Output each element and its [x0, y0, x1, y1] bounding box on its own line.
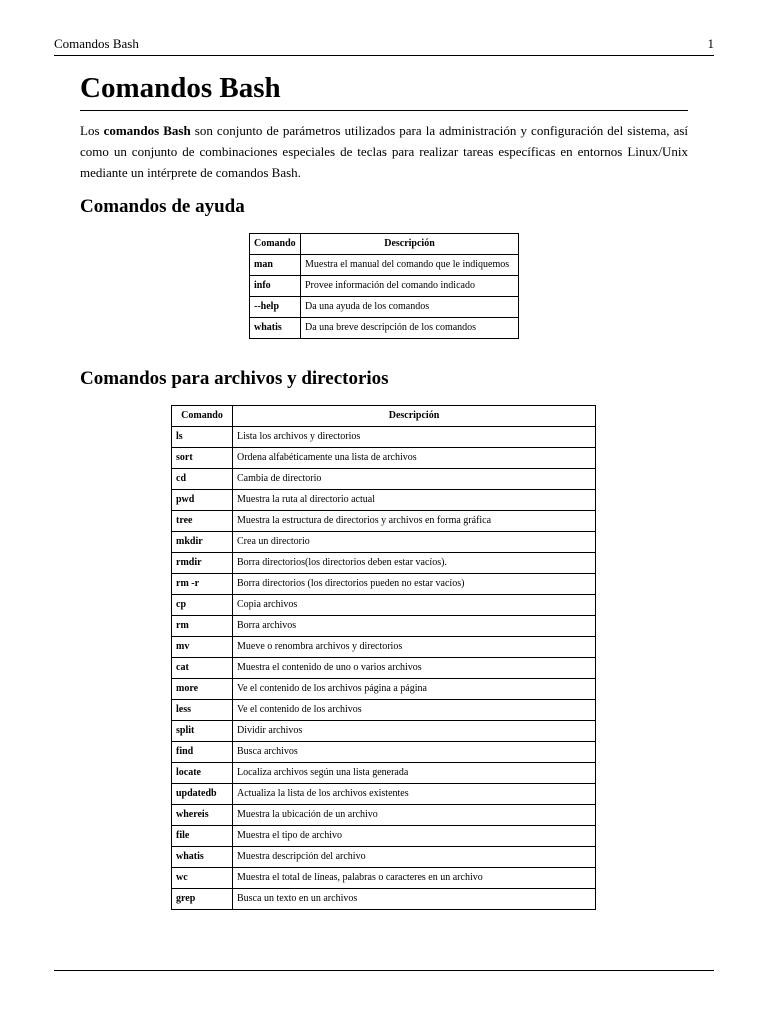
table-row: [172, 574, 596, 595]
header-rule: [54, 55, 714, 56]
table-header-row: [172, 406, 596, 427]
description-cell: Borra directorios (los directorios pueden no estar vacíos): [233, 574, 596, 595]
table-row: [172, 532, 596, 553]
command-cell: mkdir: [172, 532, 233, 553]
table-row: [172, 700, 596, 721]
table-row: [172, 511, 596, 532]
description-cell: Muestra el tipo de archivo: [233, 826, 596, 847]
description-cell: Muestra la ubicación de un archivo: [233, 805, 596, 826]
table-row: [172, 658, 596, 679]
description-cell: Ordena alfabéticamente una lista de archivos: [233, 448, 596, 469]
table-row: [250, 297, 519, 318]
table-row: [172, 847, 596, 868]
description-cell: Muestra la estructura de directorios y archivos en forma gráfica: [233, 511, 596, 532]
table-row: [172, 826, 596, 847]
section-heading-archivos: Comandos para archivos y directorios: [80, 368, 389, 389]
description-cell: Crea un directorio: [233, 532, 596, 553]
command-cell: updatedb: [172, 784, 233, 805]
command-cell: whatis: [172, 847, 233, 868]
command-cell: cp: [172, 595, 233, 616]
table-row: [172, 721, 596, 742]
command-cell: more: [172, 679, 233, 700]
table-row: [172, 742, 596, 763]
table-row: [172, 490, 596, 511]
command-cell: sort: [172, 448, 233, 469]
description-cell: Cambia de directorio: [233, 469, 596, 490]
command-cell: less: [172, 700, 233, 721]
command-cell: mv: [172, 637, 233, 658]
table-row: [172, 889, 596, 910]
command-cell: rm: [172, 616, 233, 637]
description-cell: Ve el contenido de los archivos página a página: [233, 679, 596, 700]
description-cell: Localiza archivos según una lista generada: [233, 763, 596, 784]
command-cell: wc: [172, 868, 233, 889]
intro-text-before: Los: [80, 123, 104, 138]
intro-bold-term: comandos Bash: [103, 123, 191, 138]
command-cell: split: [172, 721, 233, 742]
command-cell: info: [250, 276, 301, 297]
command-cell: rm -r: [172, 574, 233, 595]
table-row: [172, 448, 596, 469]
command-cell: whatis: [250, 318, 301, 339]
column-header-descripcion: Descripción: [233, 406, 596, 427]
command-cell: whereis: [172, 805, 233, 826]
command-cell: file: [172, 826, 233, 847]
command-cell: locate: [172, 763, 233, 784]
table-row: [172, 763, 596, 784]
command-cell: ls: [172, 427, 233, 448]
command-cell: grep: [172, 889, 233, 910]
table-row: [172, 595, 596, 616]
command-cell: cd: [172, 469, 233, 490]
command-cell: --help: [250, 297, 301, 318]
table-row: [172, 616, 596, 637]
description-cell: Ve el contenido de los archivos: [233, 700, 596, 721]
table-row: [172, 553, 596, 574]
command-cell: pwd: [172, 490, 233, 511]
section-heading-ayuda: Comandos de ayuda: [80, 196, 245, 217]
page-number: 1: [707, 36, 714, 51]
description-cell: Provee información del comando indicado: [301, 276, 519, 297]
table-row: [172, 868, 596, 889]
description-cell: Muestra el manual del comando que le indiquemos: [301, 255, 519, 276]
page-header: [54, 36, 714, 54]
table-row: [172, 805, 596, 826]
description-cell: Muestra la ruta al directorio actual: [233, 490, 596, 511]
table-row: [250, 276, 519, 297]
command-cell: tree: [172, 511, 233, 532]
description-cell: Busca un texto en un archivos: [233, 889, 596, 910]
description-cell: Muestra el total de líneas, palabras o caracteres en un archivo: [233, 868, 596, 889]
table-header-row: [250, 234, 519, 255]
column-header-comando: Comando: [250, 234, 301, 255]
table-comandos-archivos: [171, 405, 596, 910]
description-cell: Actualiza la lista de los archivos existentes: [233, 784, 596, 805]
table-row: [172, 427, 596, 448]
footer-rule: [54, 970, 714, 971]
table-row: [250, 318, 519, 339]
description-cell: Da una breve descripción de los comandos: [301, 318, 519, 339]
description-cell: Borra archivos: [233, 616, 596, 637]
title-rule: [80, 110, 688, 111]
description-cell: Copia archivos: [233, 595, 596, 616]
intro-paragraph: [80, 120, 688, 183]
page-title: Comandos Bash: [80, 72, 281, 104]
description-cell: Muestra descripción del archivo: [233, 847, 596, 868]
table-row: [172, 637, 596, 658]
column-header-comando: Comando: [172, 406, 233, 427]
description-cell: Lista los archivos y directorios: [233, 427, 596, 448]
description-cell: Borra directorios(los directorios deben estar vacíos).: [233, 553, 596, 574]
command-cell: cat: [172, 658, 233, 679]
running-title: Comandos Bash: [54, 36, 139, 51]
description-cell: Busca archivos: [233, 742, 596, 763]
intro-text-after: son conjunto de parámetros utilizados para la administración y configuración del sistema, así como un conjunto de combinaciones especiales de teclas para realizar tareas específicas en entornos Linux/Unix mediante un intérprete de comandos Bash.: [80, 123, 689, 180]
table-row: [250, 255, 519, 276]
table-row: [172, 679, 596, 700]
description-cell: Muestra el contenido de uno o varios archivos: [233, 658, 596, 679]
column-header-descripcion: Descripción: [301, 234, 519, 255]
table-comandos-ayuda: [249, 233, 519, 339]
description-cell: Mueve o renombra archivos y directorios: [233, 637, 596, 658]
description-cell: Da una ayuda de los comandos: [301, 297, 519, 318]
command-cell: rmdir: [172, 553, 233, 574]
description-cell: Dividir archivos: [233, 721, 596, 742]
table-row: [172, 784, 596, 805]
table-row: [172, 469, 596, 490]
command-cell: find: [172, 742, 233, 763]
command-cell: man: [250, 255, 301, 276]
